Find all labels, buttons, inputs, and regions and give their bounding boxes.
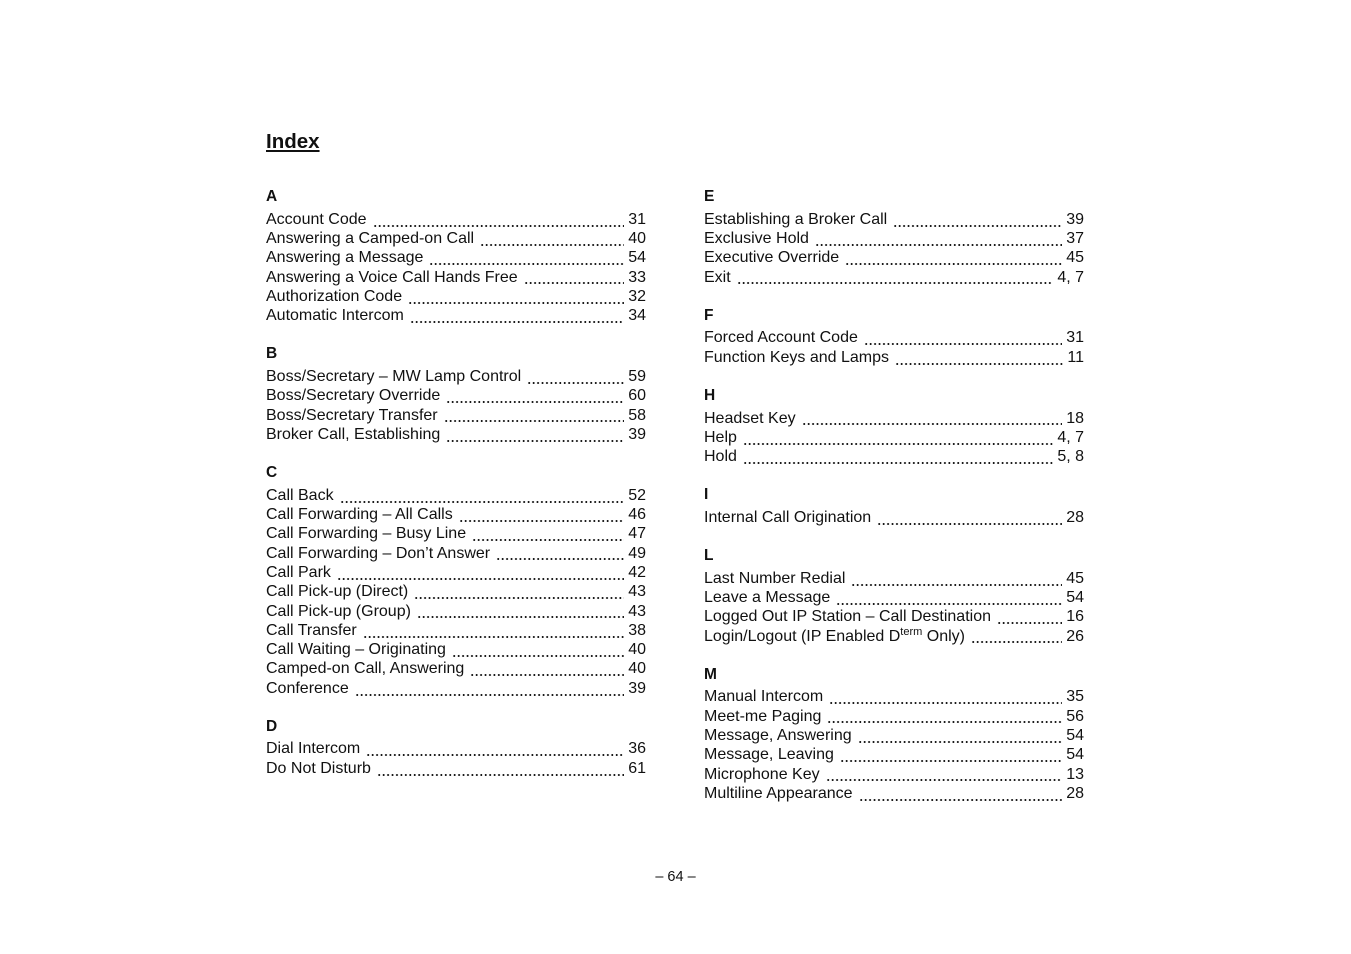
index-entry xyxy=(704,687,1084,706)
index-entry xyxy=(704,627,1084,646)
dot-leader xyxy=(836,588,1062,607)
section-letter: E xyxy=(704,188,715,205)
dot-leader xyxy=(480,229,624,248)
entry-label xyxy=(704,588,830,607)
entry-page-number: 5, 8 xyxy=(1057,448,1084,466)
index-entry xyxy=(266,544,646,563)
entry-page-number: 54 xyxy=(1066,726,1084,744)
entry-label-text: Login/Logout (IP Enabled D xyxy=(704,627,901,645)
entry-label-text: Message, Leaving xyxy=(704,746,834,764)
entry-label-text: Boss/Secretary – MW Lamp Control xyxy=(266,368,522,386)
entry-label xyxy=(704,229,809,248)
entry-label-text-after: Only) xyxy=(922,627,965,645)
index-entry xyxy=(704,765,1084,784)
dot-leader xyxy=(845,248,1062,267)
entry-page-number: 31 xyxy=(1066,329,1084,347)
entry-label xyxy=(266,659,464,678)
entry-label-text: Do Not Disturb xyxy=(266,759,371,777)
entry-label-text: Answering a Message xyxy=(266,249,424,267)
entry-page-number: 34 xyxy=(628,307,646,325)
entry-label-text: Answering a Voice Call Hands Free xyxy=(266,268,518,286)
dot-leader xyxy=(452,640,624,659)
entry-label-text: Exit xyxy=(704,268,731,286)
page-number-footer: – 64 – xyxy=(655,869,696,885)
entry-page-number: 31 xyxy=(628,210,646,228)
index-entry xyxy=(704,447,1084,466)
dot-leader xyxy=(997,607,1062,626)
entry-label xyxy=(266,544,490,563)
dot-leader xyxy=(444,406,625,425)
section-letter: D xyxy=(266,717,278,735)
dot-leader xyxy=(377,759,624,778)
index-entry xyxy=(266,659,646,678)
dot-leader xyxy=(417,602,624,621)
entry-page-number: 40 xyxy=(628,641,646,659)
dot-leader xyxy=(414,582,624,601)
entry-label xyxy=(266,563,331,582)
entry-label xyxy=(704,348,889,367)
entry-page-number: 43 xyxy=(628,583,646,601)
index-column-right xyxy=(704,187,1084,803)
section-letter: I xyxy=(704,486,709,504)
dot-leader xyxy=(408,287,624,306)
dot-leader xyxy=(429,248,624,267)
entry-label xyxy=(266,287,402,306)
entry-label xyxy=(266,759,371,778)
section-letter: F xyxy=(704,306,714,324)
entry-label xyxy=(704,726,852,745)
section-letter: L xyxy=(704,546,714,564)
entry-label-text: Call Pick-up (Direct) xyxy=(266,583,409,601)
entry-label-text: Answering a Camped-on Call xyxy=(266,230,475,248)
index-section-b xyxy=(266,344,646,444)
dot-leader xyxy=(851,569,1062,588)
index-section-f xyxy=(704,306,1084,367)
index-entry xyxy=(266,505,646,524)
entry-page-number: 61 xyxy=(628,759,646,777)
index-entry xyxy=(266,229,646,248)
dot-leader xyxy=(859,784,1063,803)
dot-leader xyxy=(826,765,1063,784)
index-entry xyxy=(266,759,646,778)
index-entry xyxy=(266,386,646,405)
entry-page-number: 54 xyxy=(1066,589,1084,606)
entry-page-number: 33 xyxy=(628,268,646,286)
index-section-a xyxy=(266,187,646,326)
entry-label xyxy=(266,739,360,758)
index-entry xyxy=(704,409,1084,428)
entry-page-number: 38 xyxy=(628,621,646,639)
entry-label xyxy=(266,248,423,267)
index-entry xyxy=(266,563,646,582)
entry-label xyxy=(704,745,834,764)
entry-page-number: 28 xyxy=(1066,508,1084,526)
entry-page-number: 28 xyxy=(1066,784,1084,802)
dot-leader xyxy=(737,268,1054,287)
entry-label-text: Last Number Redial xyxy=(704,569,846,587)
index-entry xyxy=(266,287,646,306)
entry-label-text: Authorization Code xyxy=(266,287,403,305)
index-entry xyxy=(704,508,1084,527)
entry-label-text: Call Waiting – Originating xyxy=(266,641,446,659)
index-entry xyxy=(266,425,646,444)
entry-page-number: 35 xyxy=(1066,688,1084,706)
entry-label-superscript: term xyxy=(900,625,923,638)
entry-label-text: Multiline Appearance xyxy=(704,784,853,802)
index-entry xyxy=(266,268,646,287)
entry-label xyxy=(704,248,839,267)
index-section-l xyxy=(704,546,1084,646)
dot-leader xyxy=(459,505,624,524)
entry-label xyxy=(266,386,440,405)
index-entry xyxy=(704,745,1084,764)
index-entry xyxy=(266,640,646,659)
index-entry xyxy=(266,582,646,601)
entry-label-text: Call Park xyxy=(266,563,331,581)
dot-leader xyxy=(840,745,1062,764)
entry-page-number: 47 xyxy=(628,525,646,543)
entry-page-number: 58 xyxy=(628,406,646,424)
entry-label-text: Dial Intercom xyxy=(266,740,361,758)
dot-leader xyxy=(815,229,1062,248)
entry-label xyxy=(266,486,334,505)
entry-label xyxy=(704,707,821,726)
entry-label-text: Meet-me Paging xyxy=(704,707,822,725)
entry-label-text: Call Forwarding – Don’t Answer xyxy=(266,544,491,562)
entry-label-text: Hold xyxy=(704,448,737,466)
entry-label xyxy=(266,268,518,287)
entry-label-text: Function Keys and Lamps xyxy=(704,348,889,366)
entry-page-number: 54 xyxy=(1066,746,1084,764)
entry-page-number: 4, 7 xyxy=(1057,268,1084,286)
entry-page-number: 11 xyxy=(1067,348,1084,366)
entry-page-number: 26 xyxy=(1066,627,1084,645)
index-section-h xyxy=(704,386,1084,467)
entry-label-text: Call Pick-up (Group) xyxy=(266,602,411,620)
entry-label xyxy=(266,621,357,640)
dot-leader xyxy=(743,447,1053,466)
entry-page-number: 4, 7 xyxy=(1057,428,1084,446)
section-letter: B xyxy=(266,345,278,363)
entry-page-number: 45 xyxy=(1066,249,1084,267)
dot-leader xyxy=(373,210,625,229)
index-entry xyxy=(266,524,646,543)
index-section-m xyxy=(704,665,1084,804)
dot-leader xyxy=(743,428,1053,447)
entry-label xyxy=(704,409,796,428)
entry-label-text: Forced Account Code xyxy=(704,329,858,347)
entry-page-number: 49 xyxy=(628,544,646,562)
entry-label xyxy=(704,607,991,626)
dot-leader xyxy=(472,524,624,543)
index-entry xyxy=(704,726,1084,745)
dot-leader xyxy=(496,544,624,563)
dot-leader xyxy=(971,627,1062,646)
entry-page-number: 56 xyxy=(1066,707,1084,725)
index-entry xyxy=(266,602,646,621)
index-section-c xyxy=(266,463,646,698)
entry-page-number: 52 xyxy=(628,486,646,504)
entry-page-number: 16 xyxy=(1066,608,1084,626)
entry-label-text: Leave a Message xyxy=(704,589,831,606)
index-entry xyxy=(266,306,646,325)
index-entry xyxy=(266,486,646,505)
index-entry xyxy=(266,679,646,698)
index-entry xyxy=(266,739,646,758)
entry-label xyxy=(704,268,731,287)
entry-label xyxy=(704,210,887,229)
entry-label xyxy=(266,367,521,386)
entry-label xyxy=(704,687,823,706)
dot-leader xyxy=(446,386,624,405)
entry-label xyxy=(704,627,965,646)
entry-label xyxy=(704,569,845,588)
entry-label xyxy=(266,582,408,601)
index-entry xyxy=(704,607,1084,626)
entry-label-text: Manual Intercom xyxy=(704,688,824,706)
entry-label-text: Automatic Intercom xyxy=(266,307,404,325)
dot-leader xyxy=(366,739,624,758)
entry-label xyxy=(704,428,737,447)
entry-label xyxy=(266,602,411,621)
entry-label xyxy=(266,524,466,543)
entry-label xyxy=(704,447,737,466)
entry-label-text: Headset Key xyxy=(704,409,796,427)
index-section-i xyxy=(704,485,1084,527)
entry-label-text: Help xyxy=(704,428,737,446)
entry-page-number: 43 xyxy=(628,602,646,620)
index-entry xyxy=(704,210,1084,229)
dot-leader xyxy=(470,659,624,678)
entry-label-text: Call Forwarding – All Calls xyxy=(266,506,453,524)
entry-page-number: 59 xyxy=(628,368,646,386)
entry-page-number: 45 xyxy=(1066,569,1084,587)
index-entry xyxy=(704,569,1084,588)
entry-label-text: Conference xyxy=(266,679,349,697)
dot-leader xyxy=(355,679,624,698)
entry-label-text: Call Transfer xyxy=(266,621,357,639)
dot-leader xyxy=(895,348,1063,367)
entry-page-number: 39 xyxy=(1066,210,1084,228)
entry-page-number: 39 xyxy=(628,425,646,443)
entry-label xyxy=(266,640,446,659)
entry-label xyxy=(704,328,858,347)
dot-leader xyxy=(524,268,625,287)
index-entry xyxy=(266,248,646,267)
entry-page-number: 40 xyxy=(628,660,646,678)
index-entry xyxy=(266,406,646,425)
entry-label-text: Camped-on Call, Answering xyxy=(266,660,465,678)
index-entry xyxy=(266,367,646,386)
entry-label-text: Microphone Key xyxy=(704,765,820,783)
entry-label-text: Executive Override xyxy=(704,249,840,267)
index-entry xyxy=(704,348,1084,367)
index-entry xyxy=(266,621,646,640)
dot-leader xyxy=(877,508,1062,527)
entry-label xyxy=(266,210,367,229)
dot-leader xyxy=(864,328,1062,347)
dot-leader xyxy=(337,563,624,582)
index-entry xyxy=(704,229,1084,248)
index-column-left xyxy=(266,187,646,778)
dot-leader xyxy=(410,306,624,325)
entry-page-number: 60 xyxy=(628,387,646,405)
dot-leader xyxy=(802,409,1063,428)
entry-label xyxy=(704,508,871,527)
entry-label xyxy=(704,765,820,784)
entry-label-text: Call Back xyxy=(266,486,334,504)
entry-label-text: Account Code xyxy=(266,210,367,228)
entry-page-number: 39 xyxy=(628,679,646,697)
entry-label xyxy=(266,406,438,425)
entry-label-text: Boss/Secretary Override xyxy=(266,387,441,405)
dot-leader xyxy=(363,621,625,640)
index-entry xyxy=(704,784,1084,803)
dot-leader xyxy=(829,687,1062,706)
index-entry xyxy=(266,210,646,229)
entry-label xyxy=(266,306,404,325)
index-entry xyxy=(704,268,1084,287)
entry-label-text: Exclusive Hold xyxy=(704,230,809,248)
entry-label-text: Establishing a Broker Call xyxy=(704,210,888,228)
entry-label xyxy=(266,679,349,698)
index-section-e xyxy=(704,187,1084,287)
entry-page-number: 54 xyxy=(628,249,646,267)
section-letter: A xyxy=(266,188,278,205)
section-letter: C xyxy=(266,463,278,481)
entry-label xyxy=(266,505,453,524)
entry-label-text: Boss/Secretary Transfer xyxy=(266,406,438,424)
entry-page-number: 36 xyxy=(628,740,646,758)
index-entry xyxy=(704,707,1084,726)
dot-leader xyxy=(893,210,1062,229)
entry-label xyxy=(266,229,474,248)
dot-leader xyxy=(446,425,624,444)
dot-leader xyxy=(858,726,1063,745)
index-entry xyxy=(704,248,1084,267)
section-letter: H xyxy=(704,386,716,404)
entry-label-text: Logged Out IP Station – Call Destination xyxy=(704,608,991,626)
page-title: Index xyxy=(266,130,320,153)
section-letter: M xyxy=(704,665,717,683)
entry-label-text: Broker Call, Establishing xyxy=(266,425,441,443)
entry-page-number: 18 xyxy=(1066,409,1084,427)
entry-label xyxy=(704,784,853,803)
entry-page-number: 37 xyxy=(1066,230,1084,248)
index-entry xyxy=(704,588,1084,607)
entry-label-text: Internal Call Origination xyxy=(704,508,872,526)
index-entry xyxy=(704,428,1084,447)
entry-label-text: Message, Answering xyxy=(704,726,852,744)
dot-leader xyxy=(340,486,625,505)
entry-label-text: Call Forwarding – Busy Line xyxy=(266,525,467,543)
index-section-d xyxy=(266,717,646,778)
entry-page-number: 13 xyxy=(1066,765,1084,783)
entry-page-number: 32 xyxy=(628,287,646,305)
dot-leader xyxy=(827,707,1062,726)
entry-page-number: 46 xyxy=(628,506,646,524)
dot-leader xyxy=(527,367,624,386)
entry-label xyxy=(266,425,440,444)
index-entry xyxy=(704,328,1084,347)
entry-page-number: 42 xyxy=(628,563,646,581)
entry-page-number: 40 xyxy=(628,230,646,248)
